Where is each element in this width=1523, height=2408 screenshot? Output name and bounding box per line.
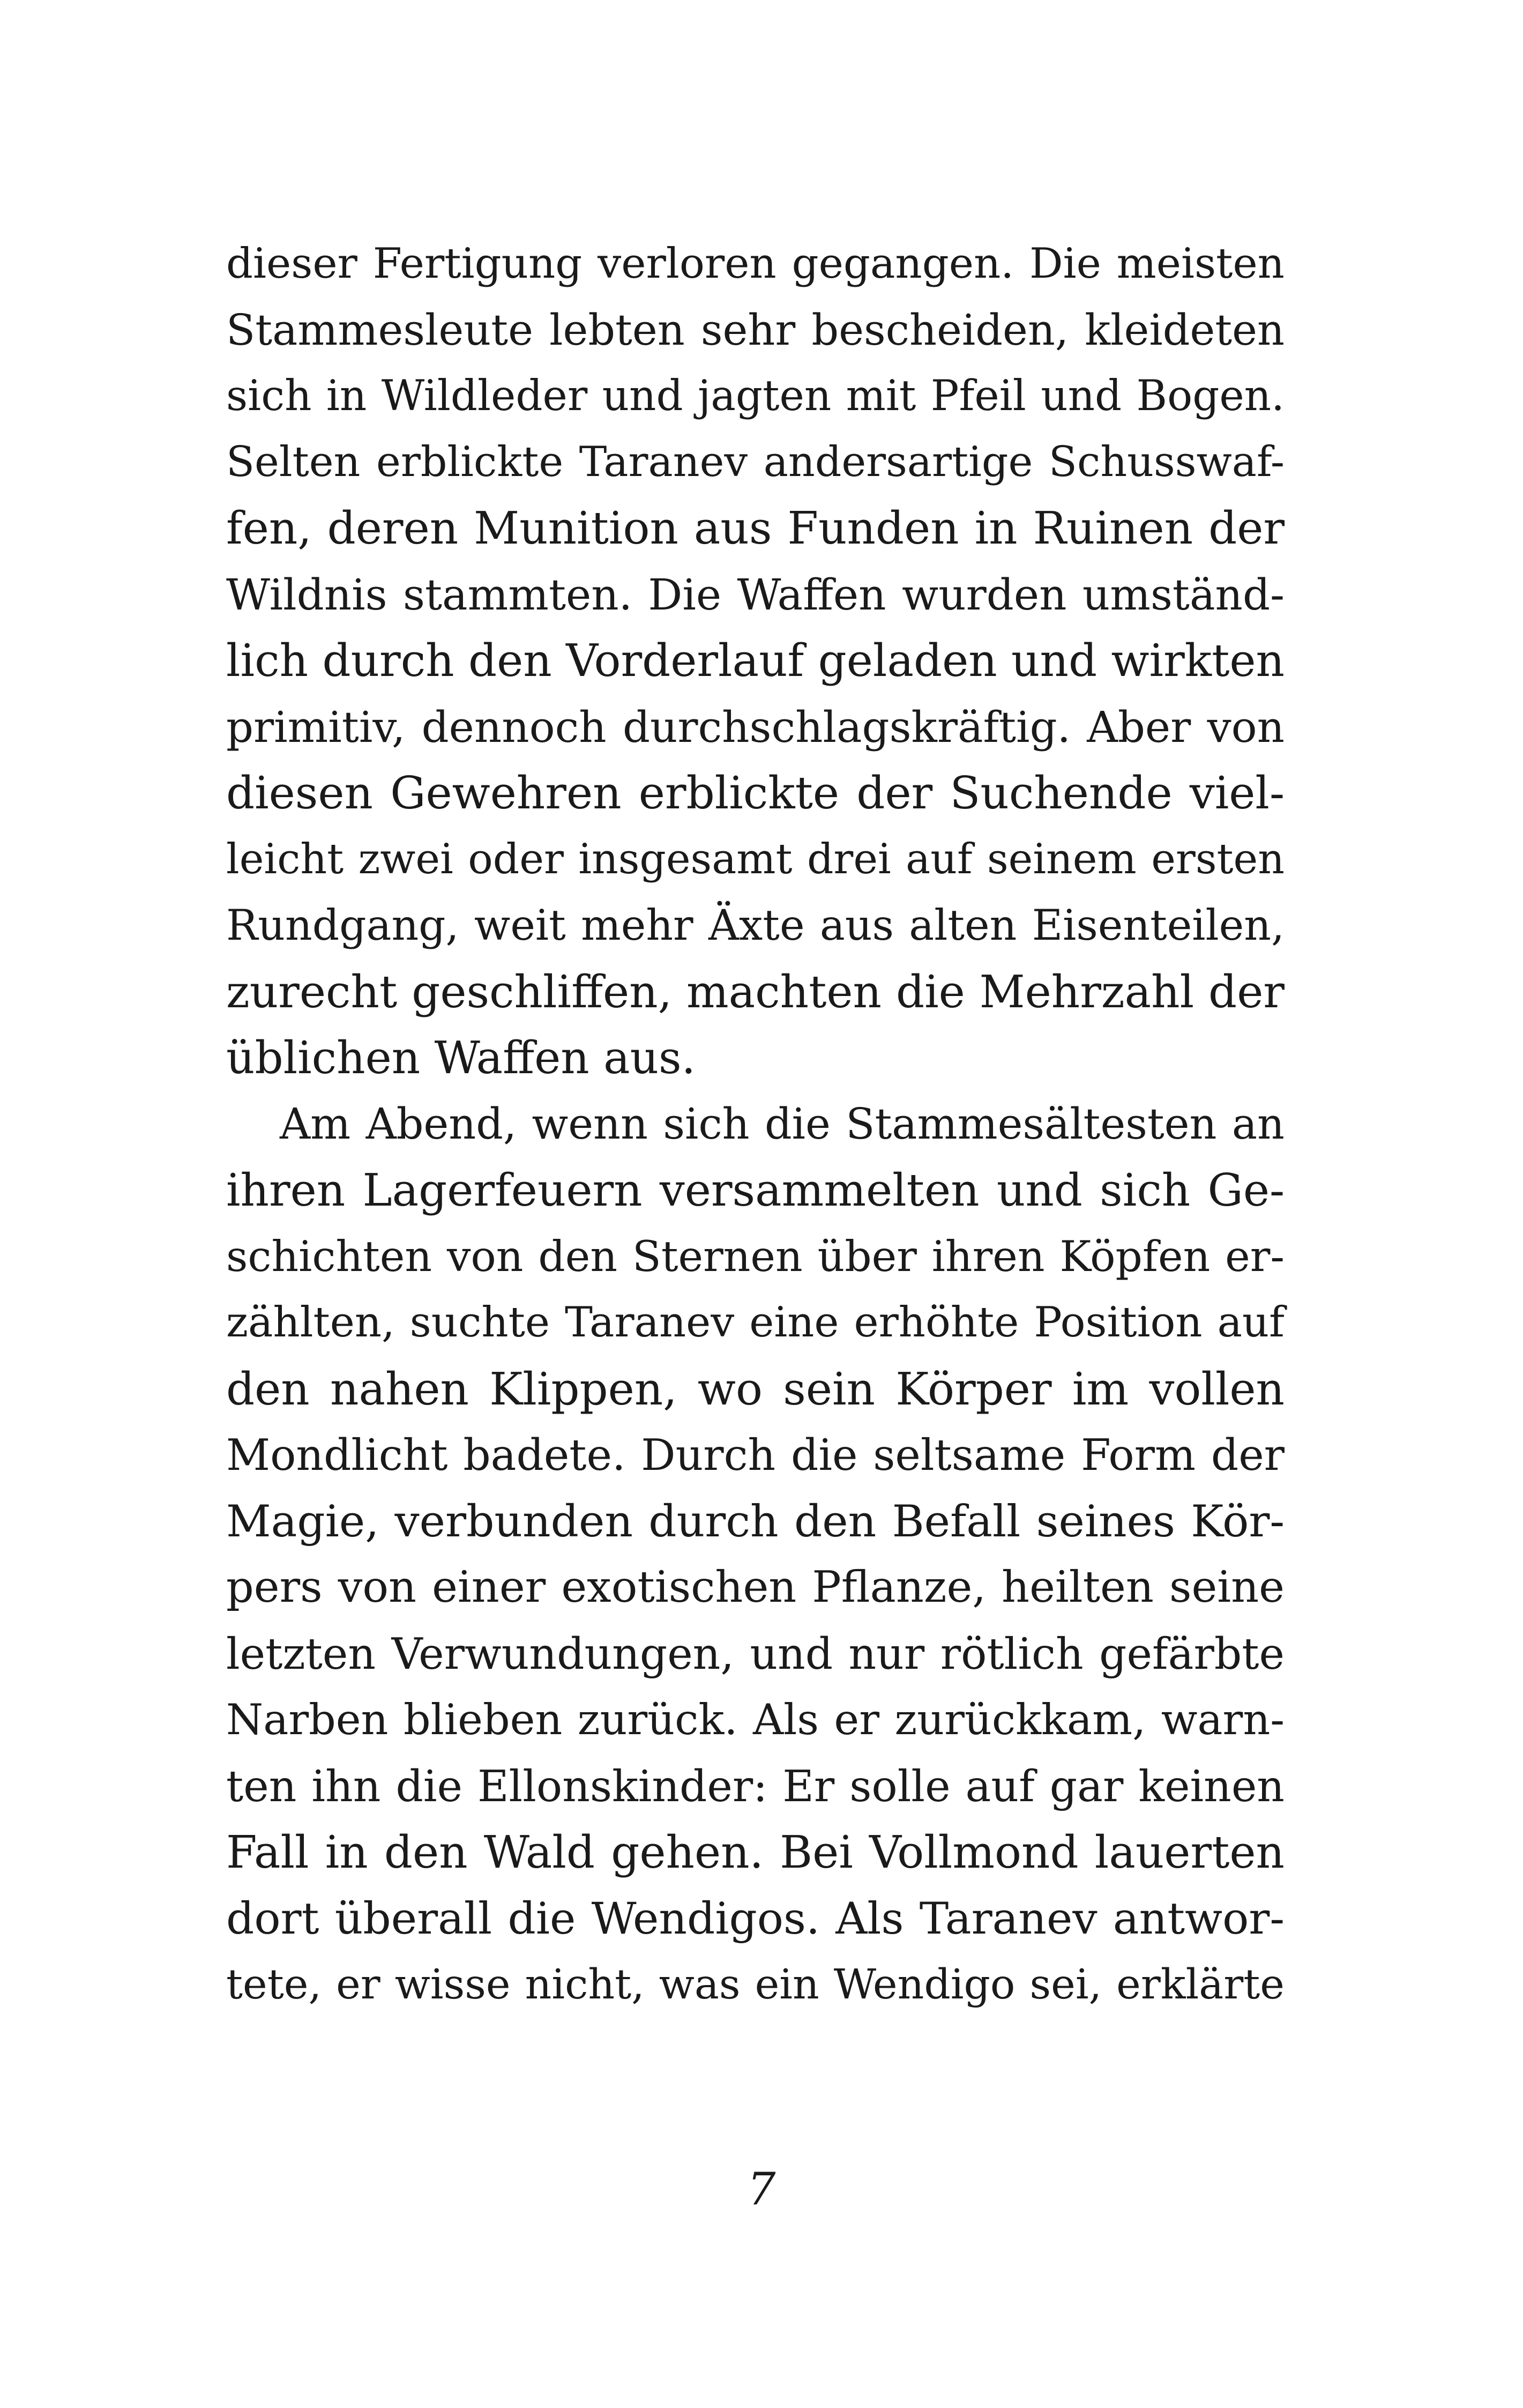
text-line: Narben blieben zurück. Als er zurückkam, warn- (226, 1695, 1285, 1744)
text-line: den nahen Klippen, wo sein Körper im vollen (226, 1363, 1285, 1415)
text-line: zurecht geschliffen, machten die Mehrzahl der (226, 965, 1285, 1018)
text-line: Fall in den Wald gehen. Bei Vollmond lauerten (226, 1826, 1285, 1878)
text-line: sich in Wildleder und jagten mit Pfeil und Bogen. (226, 371, 1285, 420)
text-line: Stammesleute lebten sehr bescheiden, kleideten (226, 304, 1285, 355)
text-line: Am Abend, wenn sich die Stammesältesten an (280, 1099, 1285, 1149)
text-line: diesen Gewehren erblickte der Suchende viel- (226, 767, 1285, 819)
text-line: ten ihn die Ellonskinder: Er solle auf gar keinen (226, 1761, 1285, 1811)
text-line: Wildnis stammten. Die Waffen wurden umständ- (226, 569, 1285, 620)
text-line: Selten erblickte Taranev andersartige Schusswaf- (226, 437, 1285, 486)
text-line: pers von einer exotischen Pflanze, heilten seine (226, 1562, 1285, 1612)
text-line: üblichen Waffen aus. (226, 1032, 696, 1084)
text-line: fen, deren Munition aus Funden in Ruinen der (226, 502, 1285, 554)
text-line: leicht zwei oder insgesamt drei auf seinem ersten (226, 835, 1285, 883)
text-line: Mondlicht badete. Durch die seltsame Form der (226, 1430, 1285, 1480)
page-number: 7 (747, 2163, 776, 2215)
text-line: zählten, suchte Taranev eine erhöhte Position auf (226, 1298, 1285, 1347)
text-line: dieser Fertigung verloren gegangen. Die meisten (226, 239, 1285, 288)
paragraph-2 (226, 1091, 1285, 2018)
body-text (226, 231, 1285, 2018)
text-line: Rundgang, weit mehr Äxte aus alten Eisenteilen, (226, 901, 1285, 950)
text-line: Magie, verbunden durch den Befall seines Kör- (226, 1496, 1285, 1547)
text-line: letzten Verwundungen, und nur rötlich gefärbte (226, 1629, 1285, 1679)
text-line: lich durch den Vorderlauf geladen und wirkten (226, 635, 1285, 687)
text-line: tete, er wisse nicht, was ein Wendigo sei, erklärte (226, 1960, 1285, 2009)
text-line: dort überall die Wendigos. Als Taranev antwor- (226, 1893, 1285, 1944)
text-line: ihren Lagerfeuern versammelten und sich Ge- (226, 1164, 1285, 1216)
text-line: primitiv, dennoch durchschlagskräftig. Aber von (226, 702, 1285, 752)
paragraph-1 (226, 231, 1285, 1091)
text-line: schichten von den Sternen über ihren Köpfen er- (226, 1231, 1285, 1281)
